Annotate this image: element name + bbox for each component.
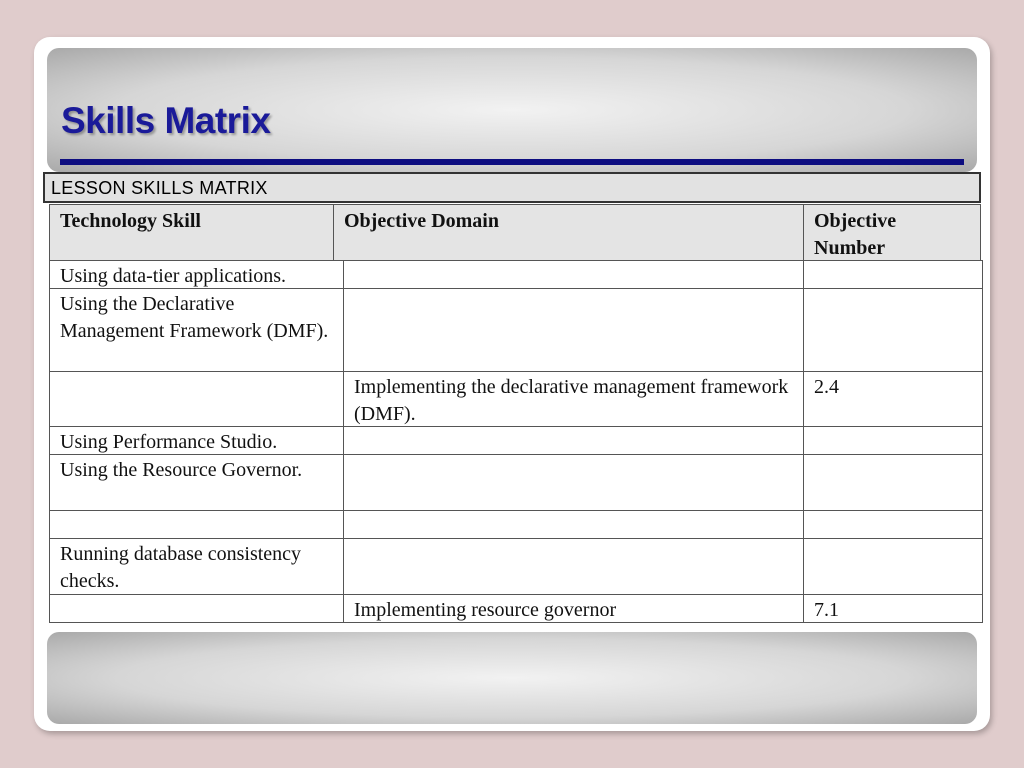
table-cell: [343, 538, 804, 595]
table-cell: [49, 594, 344, 623]
table-cell: Using Performance Studio.: [49, 426, 344, 455]
table-cell: [803, 510, 983, 539]
table-cell: [49, 510, 344, 539]
table-cell: Implementing the declarative management framework (DMF).: [343, 371, 804, 427]
footer-band: [47, 632, 977, 724]
header-technology-skill: Technology Skill: [49, 204, 334, 261]
matrix-header-bar: [43, 172, 981, 203]
table-cell: [343, 454, 804, 511]
table-cell: 2.4: [803, 371, 983, 427]
table-cell: [803, 538, 983, 595]
table-cell: [803, 426, 983, 455]
table-cell: Running database consistency checks.: [49, 538, 344, 595]
table-cell: Using the Resource Governor.: [49, 454, 344, 511]
table-cell: Using the Declarative Management Framework (DMF).: [49, 288, 344, 372]
table-cell: [803, 288, 983, 372]
table-cell: [343, 510, 804, 539]
header-objective-domain: Objective Domain: [333, 204, 804, 261]
table-cell: Using data-tier applications.: [49, 260, 344, 289]
table-cell: [803, 260, 983, 289]
matrix-header-label: LESSON SKILLS MATRIX: [51, 178, 268, 198]
table-cell: Implementing resource governor: [343, 594, 804, 623]
table-cell: [49, 371, 344, 427]
table-cell: [343, 426, 804, 455]
title-underline: [60, 159, 964, 165]
table-cell: 7.1: [803, 594, 983, 623]
table-cell: [343, 288, 804, 372]
slide-title: Skills Matrix: [61, 100, 271, 141]
header-objective-number: Objective Number: [803, 204, 981, 261]
table-cell: [343, 260, 804, 289]
table-cell: [803, 454, 983, 511]
